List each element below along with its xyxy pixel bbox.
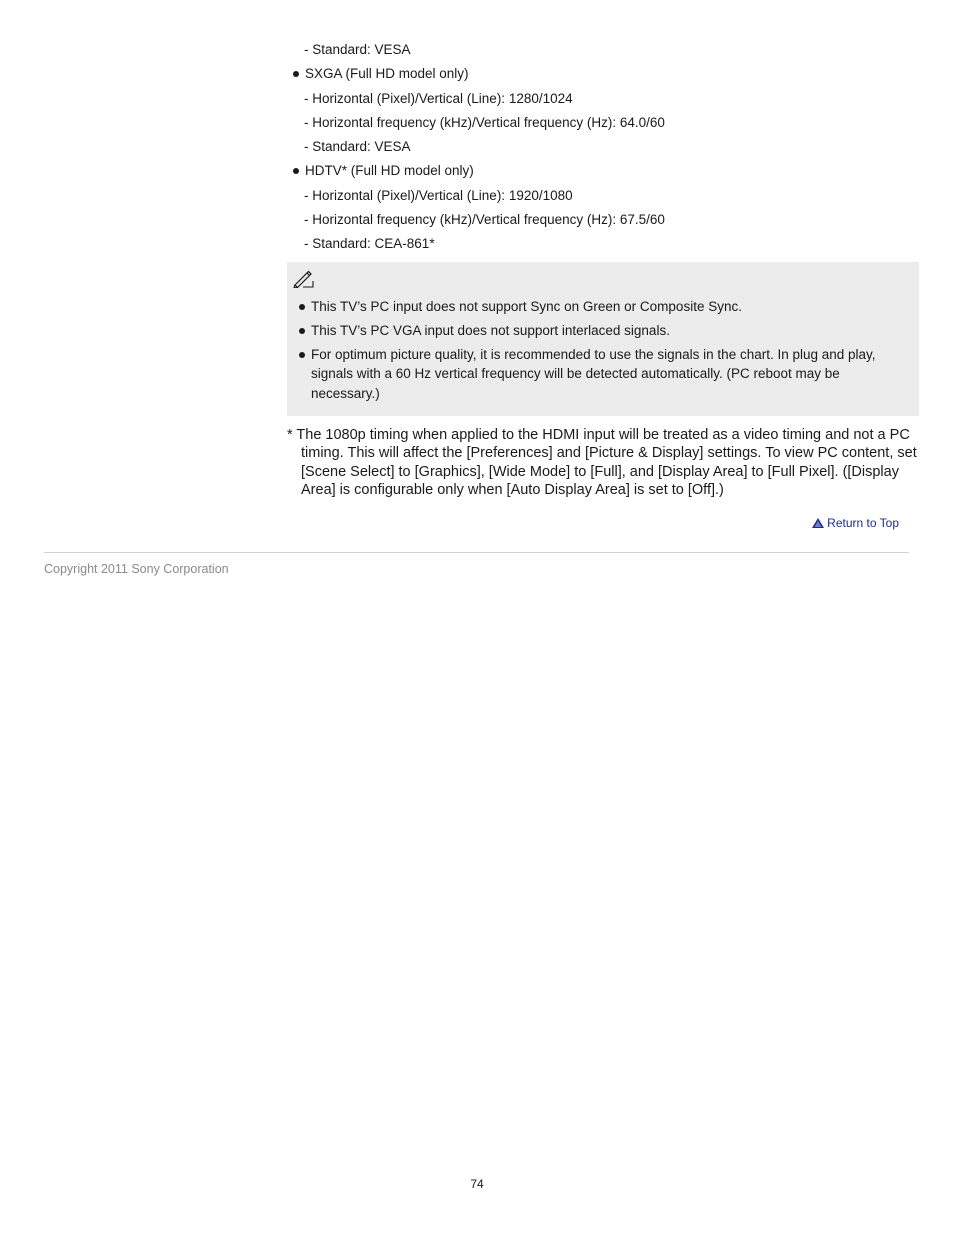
return-to-top-link[interactable] <box>812 516 899 530</box>
note-item <box>293 345 899 404</box>
note-item <box>293 297 899 317</box>
spec-detail-line: - Horizontal frequency (kHz)/Vertical frequency (Hz): 64.0/60 <box>304 114 665 130</box>
note-item-text: For optimum picture quality, it is recommended to use the signals in the chart. In plug and play, signals with a 60 Hz vertical frequency will be detected automatically. (PC reboot may be necessary.) <box>311 346 876 401</box>
spec-detail-line: - Horizontal frequency (kHz)/Vertical frequency (Hz): 67.5/60 <box>304 212 665 228</box>
spec-detail-line: - Horizontal (Pixel)/Vertical (Line): 1920/1080 <box>304 187 573 203</box>
spec-bullet-item <box>287 162 919 186</box>
main-content <box>287 41 919 499</box>
spec-detail-line: - Horizontal (Pixel)/Vertical (Line): 1280/1024 <box>304 90 573 106</box>
note-pencil-icon <box>293 270 315 288</box>
footer-divider <box>44 552 909 553</box>
spec-list <box>287 41 919 260</box>
bullet-dot-icon <box>299 352 305 358</box>
spec-detail-line: - Standard: VESA <box>304 42 411 57</box>
bullet-dot-icon <box>293 168 299 174</box>
bullet-dot-icon <box>299 304 305 310</box>
up-arrow-icon <box>812 518 824 528</box>
copyright-text: Copyright 2011 Sony Corporation <box>44 562 229 576</box>
spec-detail-line: - Standard: VESA <box>304 139 411 155</box>
footnote: * The 1080p timing when applied to the HDMI input will be treated as a video timing and not a PC timing. This will affect the [Preferences] and [Picture & Display] settings. To view PC content, set [Scene Select] to [Graphics], [Wide Mode] to [Full], and [Display Area] to [Full Pixel]. ([Display Area] is configurable only when [Auto Display Area] is set to [Off].) <box>287 427 917 499</box>
note-item-text: This TV’s PC VGA input does not support interlaced signals. <box>311 322 670 338</box>
bullet-dot-icon <box>293 71 299 77</box>
return-to-top-label: Return to Top <box>827 516 899 530</box>
spec-detail-line: - Standard: CEA-861* <box>304 236 435 252</box>
note-box <box>287 262 919 417</box>
bullet-dot-icon <box>299 328 305 334</box>
spec-bullet-text: SXGA (Full HD model only) <box>305 66 469 82</box>
note-item-text: This TV’s PC input does not support Sync on Green or Composite Sync. <box>311 298 742 314</box>
spec-bullet-text: HDTV* (Full HD model only) <box>305 163 474 179</box>
spec-bullet-item <box>287 65 919 89</box>
page-number: 74 <box>470 1177 484 1191</box>
note-item <box>293 321 899 341</box>
note-list <box>293 297 899 404</box>
